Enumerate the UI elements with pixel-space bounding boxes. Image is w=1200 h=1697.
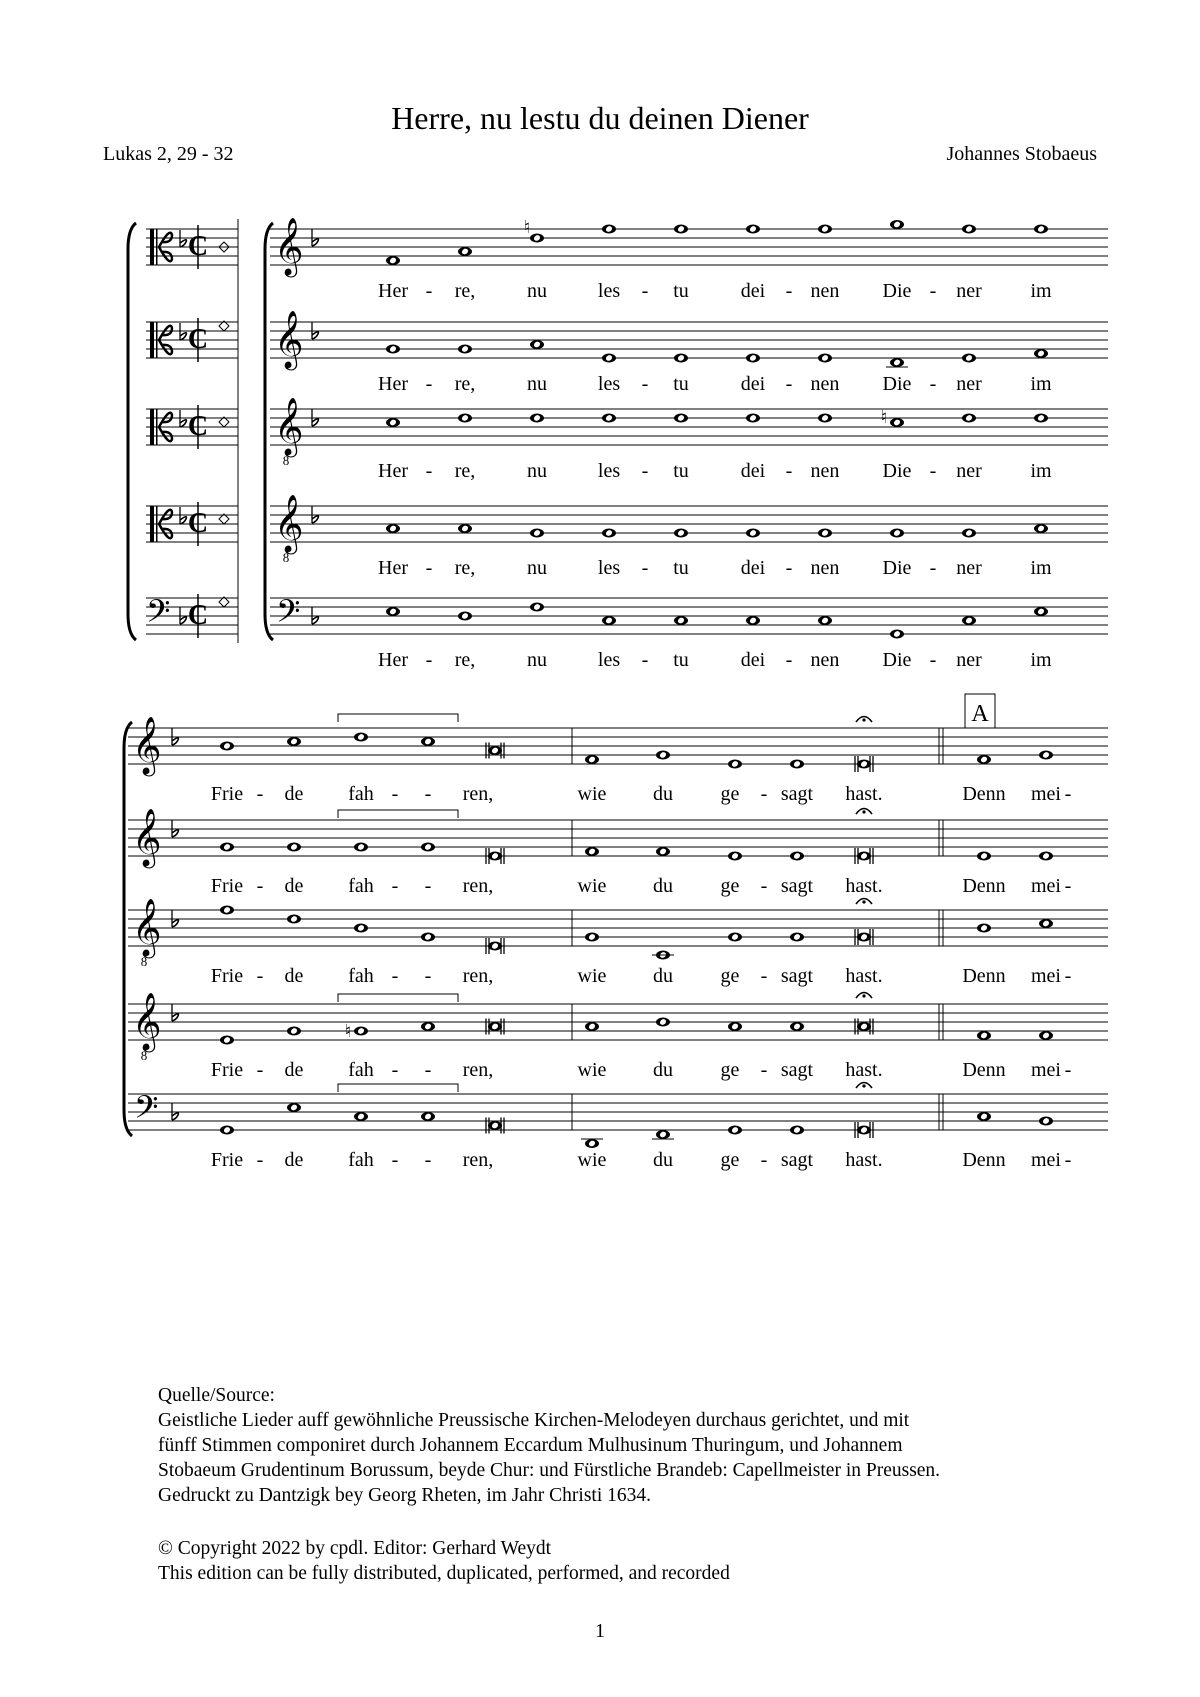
flat-sign-icon — [172, 830, 178, 837]
lyric-syllable: nu — [527, 280, 547, 302]
lyric-syllable: Die — [882, 460, 912, 482]
lyric-syllable: les — [597, 373, 621, 395]
lyric-syllable: - — [760, 875, 768, 897]
lyric-syllable: nu — [527, 557, 547, 579]
lyric-syllable: - — [929, 373, 937, 395]
lyric-syllable: wie — [577, 1059, 607, 1081]
lyric-syllable: - — [425, 460, 433, 482]
lyric-syllable: ner — [956, 557, 982, 579]
lyric-syllable: Denn — [962, 1149, 1006, 1171]
lyric-syllable: ner — [956, 373, 982, 395]
octave-mark: 8 — [282, 453, 290, 468]
lyric-syllable: dei — [740, 460, 766, 482]
lyric-syllable: Frie — [210, 783, 244, 805]
system-bracket — [128, 223, 136, 640]
flat-sign-icon — [180, 617, 186, 624]
bass-clef-icon: 𝄢 — [134, 1089, 159, 1133]
lyric-syllable: Her — [378, 649, 408, 671]
cut-time-icon: C — [187, 231, 209, 262]
lyric-syllable: du — [653, 965, 673, 987]
cut-time-icon: C — [187, 508, 209, 539]
lyric-syllable: - — [425, 557, 433, 579]
lyric-syllable: wie — [577, 875, 607, 897]
alto-clef-icon — [156, 409, 158, 445]
license-line: This edition can be fully distributed, duplicated, performed, and recorded — [158, 1563, 730, 1584]
lyric-syllable: re, — [454, 460, 476, 482]
lyric-syllable: hast. — [845, 1059, 883, 1081]
source-line: fünff Stimmen componiret durch Johannem Eccardum Mulhusinum Thuringum, und Johannem — [158, 1435, 903, 1456]
lyric-syllable: dei — [740, 373, 766, 395]
lyric-syllable: nen — [810, 649, 840, 671]
octave-mark: 8 — [282, 550, 290, 565]
fermata-icon — [862, 900, 865, 903]
lyric-syllable: - — [641, 649, 649, 671]
lyric-syllable: - — [641, 460, 649, 482]
alto-clef-icon — [159, 524, 172, 538]
lyric-syllable: de — [284, 783, 304, 805]
flat-sign-icon — [312, 332, 318, 339]
lyric-syllable: im — [1030, 280, 1052, 302]
rehearsal-mark: A — [971, 701, 989, 727]
flat-sign-icon — [172, 738, 178, 745]
lyric-syllable: sagt — [780, 783, 814, 805]
flat-sign-icon — [180, 240, 186, 247]
system-bracket — [124, 722, 132, 1136]
lyric-syllable: ren, — [462, 965, 494, 987]
lyric-syllable: ge — [720, 783, 740, 805]
natural-sign-icon: ♮ — [523, 217, 531, 237]
treble-clef-icon: 𝄞 — [132, 898, 162, 956]
cut-time-icon: C — [187, 411, 209, 442]
lyric-syllable: du — [653, 783, 673, 805]
alto-clef-icon — [159, 340, 172, 354]
lyric-syllable: - — [1064, 1059, 1072, 1081]
lyric-syllable: - — [424, 965, 432, 987]
lyric-syllable: ner — [956, 460, 982, 482]
source-line: Gedruckt zu Dantzigk bey Georg Rheten, im Jahr Christi 1634. — [158, 1485, 651, 1506]
lyric-syllable: - — [760, 783, 768, 805]
lyric-syllable: ge — [720, 1149, 740, 1171]
lyric-syllable: - — [256, 1149, 264, 1171]
flat-sign-icon — [312, 239, 318, 246]
octave-mark: 8 — [140, 954, 148, 969]
lyric-syllable: mei — [1031, 965, 1061, 987]
alto-clef-icon — [159, 413, 172, 427]
lyric-syllable: ren, — [462, 783, 494, 805]
lyric-syllable: - — [1064, 783, 1072, 805]
lyric-syllable: - — [425, 373, 433, 395]
alto-clef-icon — [159, 247, 172, 261]
lyric-syllable: du — [653, 875, 673, 897]
lyric-syllable: - — [760, 965, 768, 987]
lyric-syllable: - — [929, 557, 937, 579]
natural-sign-icon: ♮ — [880, 407, 888, 427]
lyric-syllable: im — [1030, 557, 1052, 579]
lyric-syllable: dei — [740, 649, 766, 671]
lyric-syllable: ner — [956, 649, 982, 671]
lyric-syllable: - — [641, 373, 649, 395]
lyric-syllable: Die — [882, 373, 912, 395]
lyric-syllable: Denn — [962, 783, 1006, 805]
lyric-syllable: nu — [527, 460, 547, 482]
alto-clef-icon — [159, 510, 172, 524]
source-block — [158, 1383, 1108, 1508]
lyric-syllable: mei — [1031, 1149, 1061, 1171]
lyric-syllable: im — [1030, 649, 1052, 671]
page-number: 1 — [595, 1620, 605, 1642]
lyric-syllable: Die — [882, 649, 912, 671]
lyric-syllable: nen — [810, 460, 840, 482]
lyric-syllable: Her — [378, 280, 408, 302]
lyric-syllable: - — [760, 1059, 768, 1081]
lyric-syllable: nu — [527, 649, 547, 671]
lyric-syllable: tu — [673, 460, 689, 482]
alto-clef-icon — [159, 326, 172, 340]
lyric-syllable: les — [597, 649, 621, 671]
lyric-syllable: im — [1030, 460, 1052, 482]
ligature-bracket — [338, 1084, 458, 1092]
lyric-syllable: mei — [1031, 783, 1061, 805]
lyric-syllable: Die — [882, 557, 912, 579]
lyric-syllable: fah — [348, 875, 374, 897]
flat-sign-icon — [312, 516, 318, 523]
piece-title: Herre, nu lestu du deinen Diener — [391, 100, 809, 136]
lyric-syllable: Her — [378, 460, 408, 482]
lyric-syllable: re, — [454, 557, 476, 579]
lyric-syllable: Frie — [210, 1149, 244, 1171]
lyric-syllable: dei — [740, 280, 766, 302]
natural-sign-icon: ♮ — [344, 1021, 352, 1041]
lyric-syllable: - — [425, 649, 433, 671]
lyric-syllable: - — [929, 649, 937, 671]
lyric-syllable: - — [256, 875, 264, 897]
lyric-syllable: du — [653, 1059, 673, 1081]
flat-sign-icon — [180, 333, 186, 340]
lyric-syllable: hast. — [845, 783, 883, 805]
flat-sign-icon — [172, 1113, 178, 1120]
alto-clef-icon — [150, 322, 154, 358]
lyric-syllable: - — [256, 965, 264, 987]
lyric-syllable: fah — [348, 965, 374, 987]
lyric-syllable: - — [929, 460, 937, 482]
lyric-syllable: - — [1064, 965, 1072, 987]
lyric-syllable: - — [424, 875, 432, 897]
lyric-syllable: - — [785, 373, 793, 395]
treble-clef-icon: 𝄞 — [274, 217, 304, 275]
lyric-syllable: Die — [882, 280, 912, 302]
lyric-syllable: im — [1030, 373, 1052, 395]
lyric-syllable: Frie — [210, 965, 244, 987]
lyric-syllable: wie — [577, 1149, 607, 1171]
lyric-syllable: nen — [810, 557, 840, 579]
lyric-syllable: - — [1064, 1149, 1072, 1171]
lyric-syllable: - — [256, 783, 264, 805]
lyric-syllable: de — [284, 875, 304, 897]
lyric-syllable: Frie — [210, 875, 244, 897]
lyric-syllable: - — [391, 783, 399, 805]
lyric-syllable: - — [424, 1149, 432, 1171]
lyric-syllable: ge — [720, 875, 740, 897]
lyric-syllable: Denn — [962, 1059, 1006, 1081]
ligature-bracket — [338, 714, 458, 722]
source-line: Geistliche Lieder auff gewöhnliche Preussische Kirchen-Melodeyen durchaus gerichtet, und mit — [158, 1410, 910, 1431]
flat-sign-icon — [180, 420, 186, 427]
treble-clef-icon: 𝄞 — [274, 397, 304, 455]
fermata-icon — [862, 810, 865, 813]
alto-clef-icon — [156, 322, 158, 358]
cut-time-icon: C — [187, 600, 209, 631]
lyric-syllable: Frie — [210, 1059, 244, 1081]
cut-time-icon: C — [187, 324, 209, 355]
lyric-syllable: - — [785, 649, 793, 671]
lyric-syllable: nu — [527, 373, 547, 395]
fermata-icon — [862, 718, 865, 721]
alto-clef-icon — [150, 409, 154, 445]
lyric-syllable: les — [597, 280, 621, 302]
octave-mark: 8 — [140, 1048, 148, 1063]
lyric-syllable: - — [424, 783, 432, 805]
lyric-syllable: ge — [720, 1059, 740, 1081]
lyric-syllable: ner — [956, 280, 982, 302]
lyric-syllable: Her — [378, 373, 408, 395]
lyric-syllable: hast. — [845, 875, 883, 897]
lyric-syllable: nen — [810, 373, 840, 395]
bass-clef-icon: 𝄢 — [146, 593, 171, 637]
text-source: Lukas 2, 29 - 32 — [103, 143, 234, 165]
flat-sign-icon — [312, 419, 318, 426]
flat-sign-icon — [312, 617, 318, 624]
alto-clef-icon — [150, 506, 154, 542]
ligature-bracket — [338, 994, 458, 1002]
alto-clef-icon — [156, 229, 158, 265]
lyric-syllable: Denn — [962, 875, 1006, 897]
alto-clef-icon — [150, 229, 154, 265]
lyric-syllable: - — [641, 557, 649, 579]
source-heading: Quelle/Source: — [158, 1385, 275, 1406]
fermata-icon — [862, 994, 865, 997]
lyric-syllable: Denn — [962, 965, 1006, 987]
treble-clef-icon: 𝄞 — [132, 992, 162, 1050]
bass-clef-icon: 𝄢 — [276, 593, 301, 637]
lyric-syllable: tu — [673, 649, 689, 671]
lyric-syllable: - — [785, 460, 793, 482]
lyric-syllable: ge — [720, 965, 740, 987]
lyric-syllable: wie — [577, 965, 607, 987]
lyric-syllable: re, — [454, 649, 476, 671]
lyric-syllable: fah — [348, 1149, 374, 1171]
alto-clef-icon — [159, 233, 172, 247]
alto-clef-icon — [156, 506, 158, 542]
lyric-syllable: mei — [1031, 875, 1061, 897]
lyric-syllable: hast. — [845, 965, 883, 987]
lyric-syllable: wie — [577, 783, 607, 805]
copyright-line: © Copyright 2022 by cpdl. Editor: Gerhard Weydt — [158, 1538, 552, 1559]
lyric-syllable: fah — [348, 783, 374, 805]
lyric-syllable: tu — [673, 280, 689, 302]
lyric-syllable: de — [284, 965, 304, 987]
lyric-syllable: hast. — [845, 1149, 883, 1171]
lyric-syllable: du — [653, 1149, 673, 1171]
treble-clef-icon: 𝄞 — [132, 716, 162, 774]
ligature-bracket — [338, 810, 458, 818]
fermata-icon — [862, 1084, 865, 1087]
lyric-syllable: fah — [348, 1059, 374, 1081]
lyric-syllable: re, — [454, 373, 476, 395]
treble-clef-icon: 𝄞 — [274, 310, 304, 368]
lyric-syllable: - — [760, 1149, 768, 1171]
flat-sign-icon — [180, 517, 186, 524]
lyric-syllable: sagt — [780, 1059, 814, 1081]
treble-clef-icon: 𝄞 — [274, 494, 304, 552]
lyric-syllable: de — [284, 1149, 304, 1171]
lyric-syllable: - — [391, 1059, 399, 1081]
lyric-syllable: dei — [740, 557, 766, 579]
lyric-syllable: - — [424, 1059, 432, 1081]
lyric-syllable: tu — [673, 373, 689, 395]
flat-sign-icon — [172, 1014, 178, 1021]
lyric-syllable: tu — [673, 557, 689, 579]
lyric-syllable: - — [391, 965, 399, 987]
lyric-syllable: ren, — [462, 875, 494, 897]
lyric-syllable: - — [929, 280, 937, 302]
lyric-syllable: Her — [378, 557, 408, 579]
lyric-syllable: re, — [454, 280, 476, 302]
lyric-syllable: - — [641, 280, 649, 302]
lyric-syllable: nen — [810, 280, 840, 302]
flat-sign-icon — [172, 920, 178, 927]
lyric-syllable: - — [391, 1149, 399, 1171]
copyright-block — [158, 1536, 730, 1586]
lyric-syllable: mei — [1031, 1059, 1061, 1081]
lyric-syllable: - — [391, 875, 399, 897]
lyric-syllable: - — [425, 280, 433, 302]
alto-clef-icon — [159, 427, 172, 441]
treble-clef-icon: 𝄞 — [132, 808, 162, 866]
lyric-syllable: sagt — [780, 875, 814, 897]
lyric-syllable: ren, — [462, 1149, 494, 1171]
lyric-syllable: - — [785, 557, 793, 579]
lyric-syllable: sagt — [780, 965, 814, 987]
source-line: Stobaeum Grudentinum Borussum, beyde Chur: und Fürstliche Brandeb: Capellmeister in Preussen. — [158, 1460, 941, 1481]
lyric-syllable: ren, — [462, 1059, 494, 1081]
lyric-syllable: - — [1064, 875, 1072, 897]
lyric-syllable: de — [284, 1059, 304, 1081]
composer-name: Johannes Stobaeus — [946, 143, 1097, 165]
lyric-syllable: les — [597, 460, 621, 482]
lyric-syllable: les — [597, 557, 621, 579]
system-bracket — [265, 223, 273, 640]
lyric-syllable: - — [256, 1059, 264, 1081]
lyric-syllable: - — [785, 280, 793, 302]
lyric-syllable: sagt — [780, 1149, 814, 1171]
